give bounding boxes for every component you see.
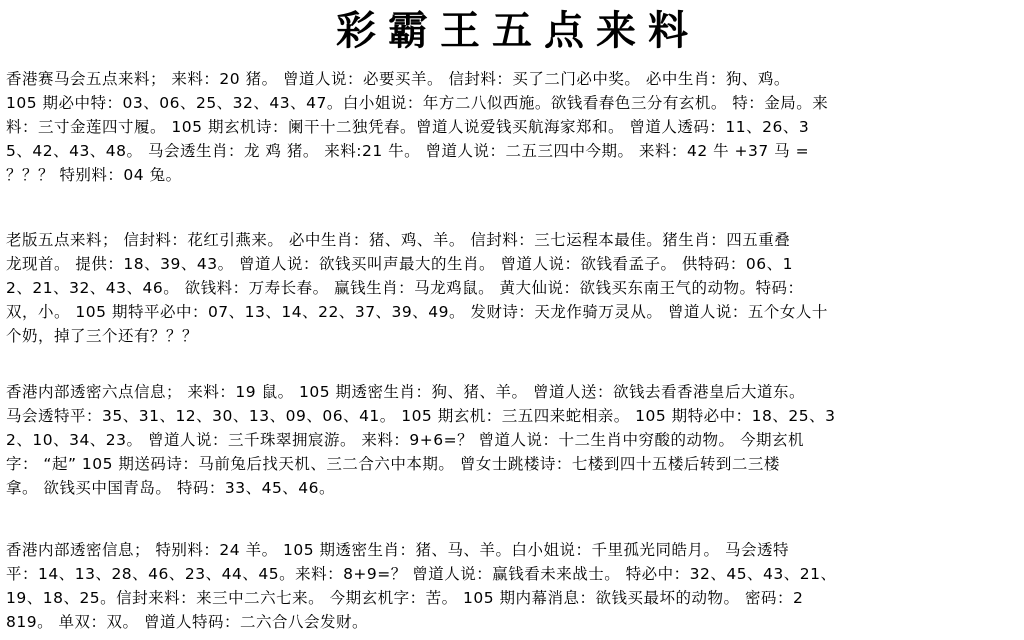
text-line: 2、10、34、23。 曾道人说：三千珠翠拥宸游。 来料：9+6=？ 曾道人说：十二生肖中穷酸的动物。 今期玄机 [6,431,804,449]
section-hk-internal-six [6,380,1018,500]
text-line: 双，小。 105 期特平必中：07、13、14、22、37、39、49。 发财诗：天龙作骑万灵从。 曾道人说：五个女人十 [6,303,828,321]
text-line: 马会透特平：35、31、12、30、13、09、06、41。 105 期玄机：三五四来蛇相亲。 105 期特必中：18、25、3 [6,407,836,425]
text-line: 龙现首。 提供：18、39、43。 曾道人说：欲钱买叫声最大的生肖。 曾道人说：欲钱看孟子。 供特码：06、1 [6,255,793,273]
text-line: 料：三寸金莲四寸履。 105 期玄机诗：阑干十二独凭春。曾道人说爱钱买航海家郑和。 曾道人透码：11、26、3 [6,118,810,136]
text-line: 香港内部透密信息； 特别料：24 羊。 105 期透密生肖：猪、马、羊。白小姐说：千里孤光同皓月。 马会透特 [6,541,789,559]
text-line: 个奶，掉了三个还有？？？ [6,327,199,345]
text-line: 老版五点来料； 信封料：花红引燕来。 必中生肖：猪、鸡、羊。 信封料：三七运程本最佳。猪生肖：四五重叠 [6,231,791,249]
text-line: 平：14、13、28、46、23、44、45。来料：8+9=？ 曾道人说：赢钱看未来战士。 特必中：32、45、43、21、 [6,565,837,583]
text-line: ？？？ 特别料：04 兔。 [6,166,182,184]
text-line: 2、21、32、43、46。 欲钱料：万寿长春。 赢钱生肖：马龙鸡鼠。 黄大仙说：欲钱买东南王气的动物。特码： [6,279,804,297]
section-old-edition [6,228,1018,348]
text-line: 19、18、25。信封来料：来三中二六七来。 今期玄机字：苦。 105 期内幕消息：欲钱买最坏的动物。 密码：2 [6,589,804,607]
text-line: 字： “起” 105 期送码诗：马前兔后找天机、三二合六中本期。 曾女士跳楼诗：七楼到四十五楼后转到二三楼 [6,455,780,473]
text-line: 105 期必中特：03、06、25、32、43、47。白小姐说：年方二八似西施。欲钱看春色三分有玄机。 特：金局。来 [6,94,829,112]
section-hk-internal-info [6,538,1018,634]
section-hk-jockey-club [6,67,1018,187]
text-line: 819。 单双：双。 曾道人特码：二六合八会发财。 [6,613,368,631]
text-line: 5、42、43、48。 马会透生肖：龙 鸡 猪。 来料:21 牛。 曾道人说：二五三四中今期。 来料：42 牛 +37 马 = [6,142,810,160]
text-line: 拿。 欲钱买中国青岛。 特码：33、45、46。 [6,479,336,497]
text-line: 香港赛马会五点来料； 来料：20 猪。 曾道人说：必要买羊。 信封料：买了二门必中奖。 必中生肖：狗、鸡。 [6,70,790,88]
text-line: 香港内部透密六点信息； 来料：19 鼠。 105 期透密生肖：狗、猪、羊。 曾道人送：欲钱去看香港皇后大道东。 [6,383,805,401]
page-title: 彩霸王五点来料 [336,7,700,54]
